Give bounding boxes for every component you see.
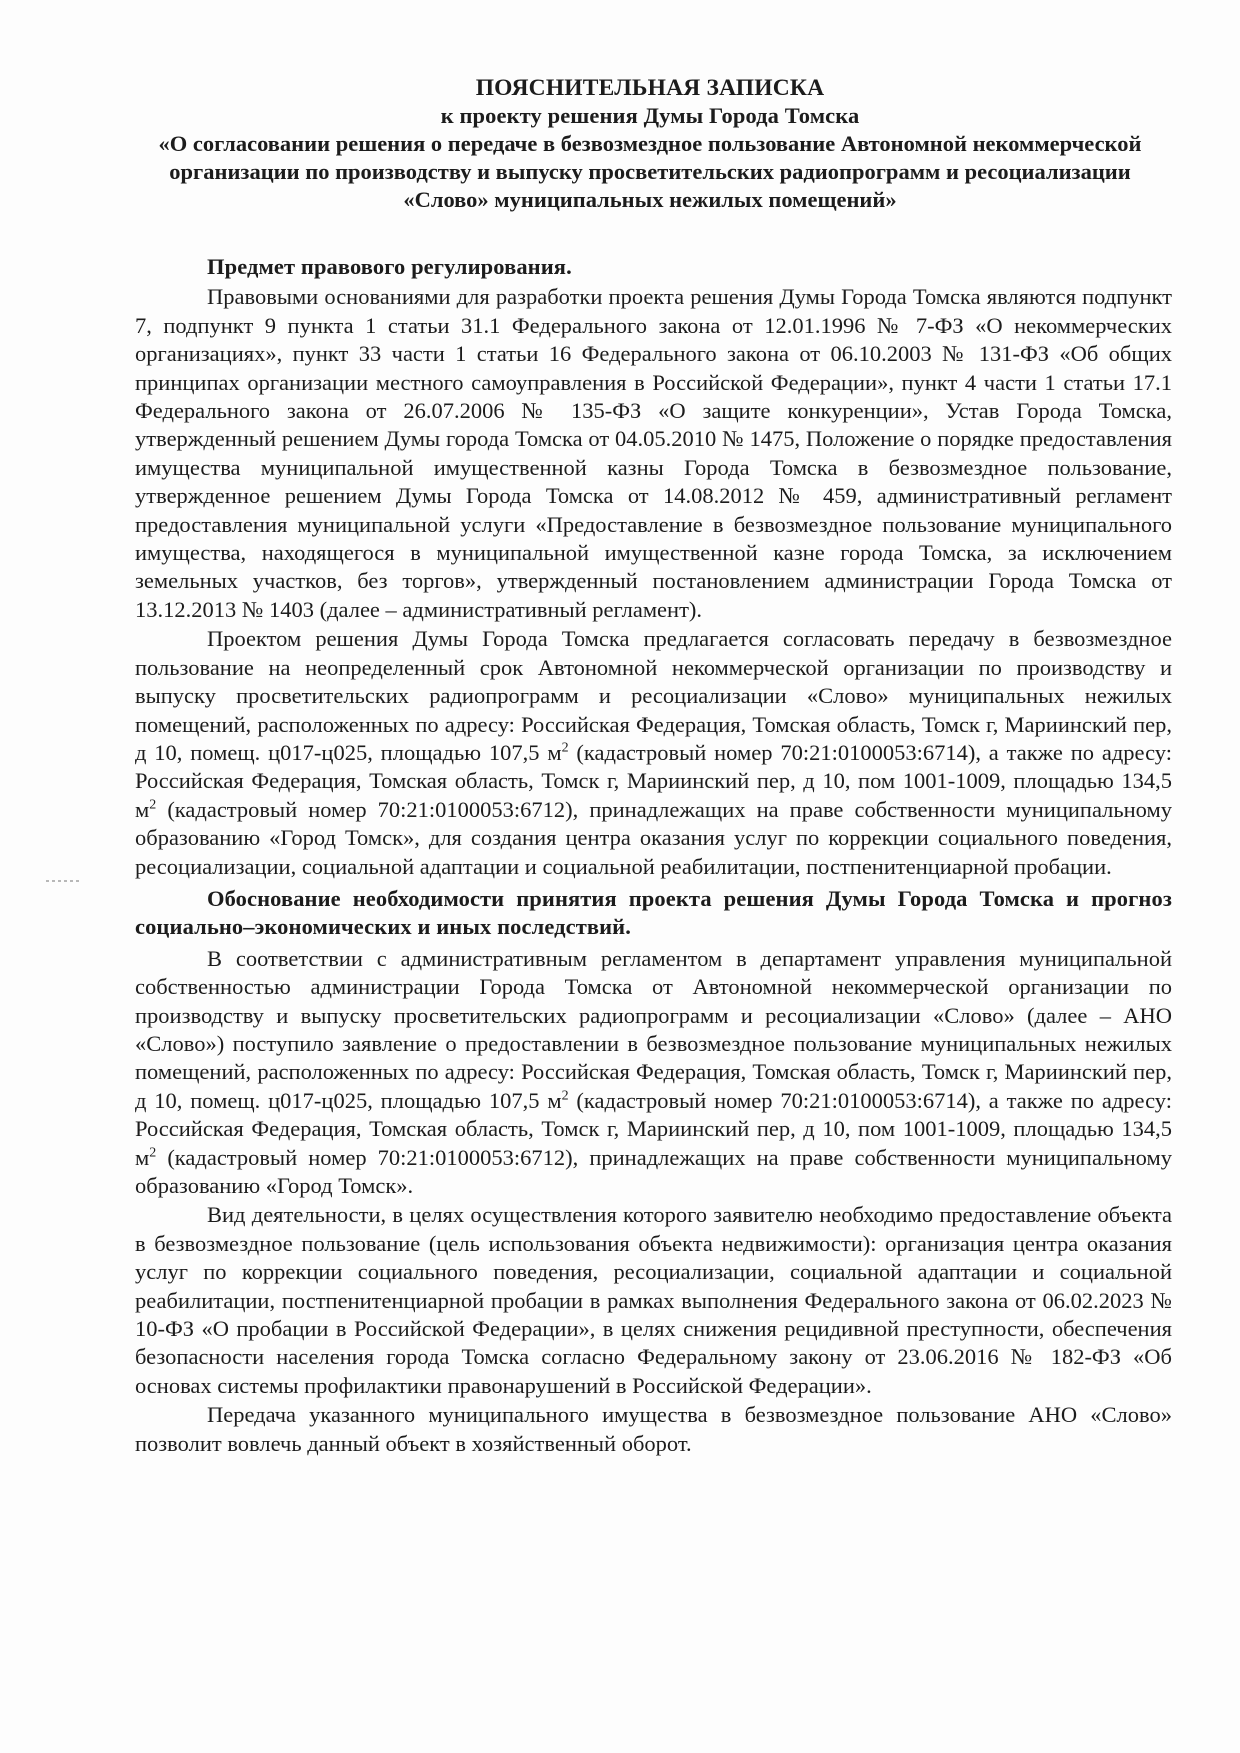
- document-title: ПОЯСНИТЕЛЬНАЯ ЗАПИСКА: [475, 75, 825, 101]
- section-heading: Предмет правового регулирования.: [207, 254, 572, 279]
- section-legal-regulation: [135, 253, 1172, 881]
- paragraph: Передача указанного муниципального имущества в безвозмездное пользование АНО «Слово» позволит вовлечь данный объект в хозяйственный оборот.: [135, 1402, 1172, 1456]
- paragraph: Проектом решения Думы Города Томска предлагается согласовать передачу в безвозмездное пользование на неопределенный срок Автономной некоммерческой организации по производству и выпуску просветительских радиопрограмм и ресоциализации «Слово» муниципальных нежилых помещений, расположенных по адресу: Российская Федерация, Томская область, Томск г, Мариинский пер, д 10, помещ. ц017-ц025, площадью 107,5 $м^2$ (кадастровый номер 70:21:0100053:6714), а также по адресу: Российская Федерация, Томская область, Томск г, Мариинский пер, д 10, пом 1001-1009, площадью 134,5 $м^2$ (кадастровый номер 70:21:0100053:6712), принадлежащих на праве собственности муниципальному образованию «Город Томск», для создания центра оказания услуг по коррекции социального поведения, ресоциализации, социальной адаптации и социальной реабилитации, постпенитенциарной пробации.: [135, 626, 1172, 879]
- scan-artifact: [46, 880, 80, 882]
- document-header: [150, 74, 1150, 214]
- section-justification: [135, 885, 1172, 1458]
- paragraph: Вид деятельности, в целях осуществления которого заявителю необходимо предоставление объекта в безвозмездное пользование (цель использования объекта недвижимости): организация центра оказания услуг по коррекции социального поведения, ресоциализации, социальной адаптации и социальной реабилитации, постпенитенциарной пробации в рамках выполнения Федерального закона от 06.02.2023 № 10-ФЗ «О пробации в Российской Федерации», в целях снижения рецидивной преступности, обеспечения безопасности населения города Томска согласно Федеральному закону от 23.06.2016 № 182-ФЗ «Об основах системы профилактики правонарушений в Российской Федерации».: [135, 1202, 1172, 1398]
- paragraph: Правовыми основаниями для разработки проекта решения Думы Города Томска являются подпункт 7, подпункт 9 пункта 1 статьи 31.1 Федерального закона от 12.01.1996 № 7-ФЗ «О некоммерческих организациях», пункт 33 части 1 статьи 16 Федерального закона от 06.10.2003 № 131-ФЗ «Об общих принципах организации местного самоуправления в Российской Федерации», пункт 4 части 1 статьи 17.1 Федерального закона от 26.07.2006 № 135-ФЗ «О защите конкуренции», Устав Города Томска, утвержденный решением Думы города Томска от 04.05.2010 № 1475, Положение о порядке предоставления имущества муниципальной имущественной казны Города Томска в безвозмездное пользование, утвержденное решением Думы Города Томска от 14.08.2012 № 459, административный регламент предоставления муниципальной услуги «Предоставление в безвозмездное пользование муниципального имущества, находящегося в муниципальной имущественной казне города Томска, за исключением земельных участков, без торгов», утвержденный постановлением администрации Города Томска от 13.12.2013 № 1403 (далее – административный регламент).: [135, 284, 1172, 622]
- document-subtitle: к проекту решения Думы Города Томска: [440, 103, 860, 128]
- document-body: [135, 253, 1172, 1458]
- decision-name: «О согласовании решения о передаче в безвозмездное пользование Автономной некоммерческой организации по производству и выпуску просветительских радиопрограмм и ресоциализации «Слово» муниципальных нежилых помещений»: [158, 131, 1142, 212]
- section-heading: Обоснование необходимости принятия проекта решения Думы Города Томска и прогноз социально–экономических и иных последствий.: [135, 885, 1172, 940]
- paragraph: В соответствии с административным регламентом в департамент управления муниципальной собственностью администрации Города Томска от Автономной некоммерческой организации по производству и выпуску просветительских радиопрограмм и ресоциализации «Слово» (далее – АНО «Слово») поступило заявление о предоставлении в безвозмездное пользование муниципальных нежилых помещений, расположенных по адресу: Российская Федерация, Томская область, Томск г, Мариинский пер, д 10, помещ. ц017-ц025, площадью 107,5 $м^2$ (кадастровый номер 70:21:0100053:6714), а также по адресу: Российская Федерация, Томская область, Томск г, Мариинский пер, д 10, пом 1001-1009, площадью 134,5 $м^2$ (кадастровый номер 70:21:0100053:6712), принадлежащих на праве собственности муниципальному образованию «Город Томск».: [135, 945, 1172, 1198]
